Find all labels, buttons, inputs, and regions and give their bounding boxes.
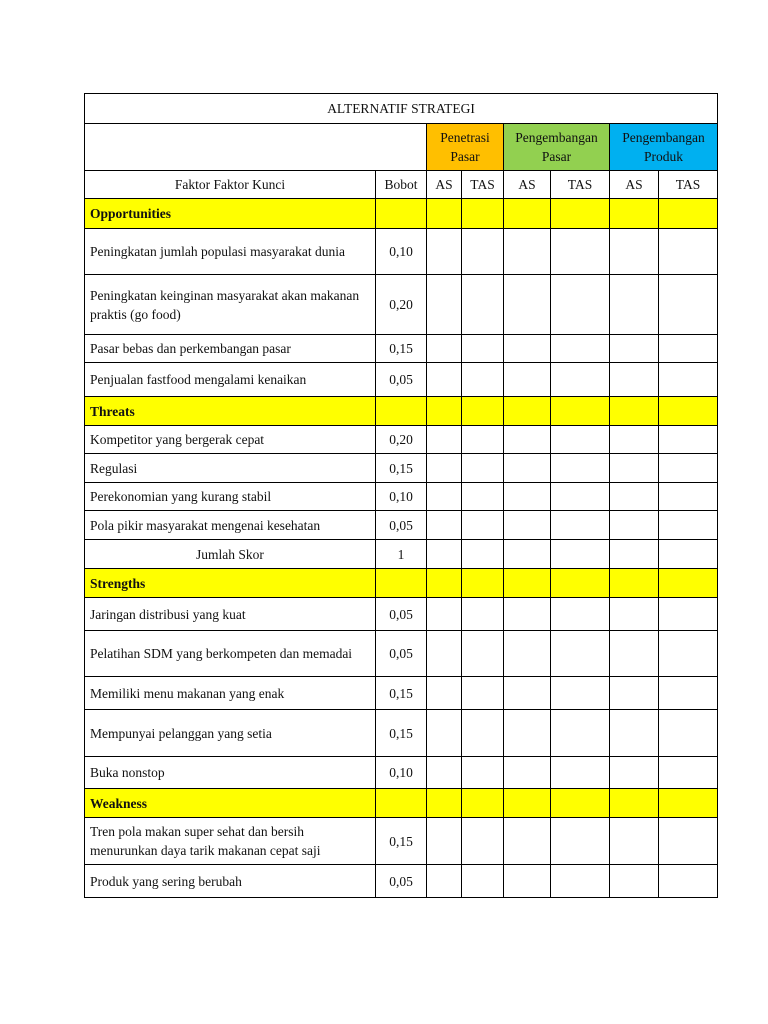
score-cell: [610, 397, 659, 426]
score-cell: [427, 789, 462, 818]
section-label-strengths: Strengths: [85, 569, 376, 598]
score-cell: [610, 789, 659, 818]
score-cell: [376, 789, 427, 818]
score-cell: [462, 363, 504, 397]
factor-cell: Pasar bebas dan perkembangan pasar: [85, 335, 376, 363]
score-cell: [376, 397, 427, 426]
score-cell: [659, 229, 718, 275]
score-cell: [504, 789, 551, 818]
score-cell: [462, 229, 504, 275]
section-row-strengths: [85, 569, 718, 598]
table-row: [85, 757, 718, 789]
score-cell: [427, 631, 462, 677]
table-row: [85, 335, 718, 363]
score-cell: [551, 229, 610, 275]
score-cell: [659, 426, 718, 454]
score-cell: [504, 426, 551, 454]
weight-cell: 0,15: [376, 818, 427, 865]
factor-cell: Produk yang sering berubah: [85, 865, 376, 898]
score-cell: [427, 677, 462, 710]
score-cell: [610, 454, 659, 483]
score-cell: [659, 275, 718, 335]
score-cell: [610, 540, 659, 569]
score-cell: [659, 540, 718, 569]
score-cell: [504, 598, 551, 631]
score-cell: [427, 397, 462, 426]
total-label: Jumlah Skor: [85, 540, 376, 569]
header-tas-1: TAS: [462, 171, 504, 199]
score-cell: [462, 569, 504, 598]
weight-cell: 0,15: [376, 335, 427, 363]
score-cell: [462, 454, 504, 483]
section-row-weakness: [85, 789, 718, 818]
score-cell: [551, 335, 610, 363]
score-cell: [659, 199, 718, 229]
score-cell: [504, 275, 551, 335]
score-cell: [504, 335, 551, 363]
table-row: [85, 710, 718, 757]
score-cell: [610, 483, 659, 511]
table-row: [85, 677, 718, 710]
strategy-pengembangan-produk: Pengembangan Produk: [610, 124, 718, 171]
header-factor: Faktor Faktor Kunci: [85, 171, 376, 199]
score-cell: [551, 540, 610, 569]
weight-cell: 0,15: [376, 710, 427, 757]
score-cell: [610, 275, 659, 335]
score-cell: [551, 677, 610, 710]
score-cell: [427, 598, 462, 631]
score-cell: [659, 569, 718, 598]
score-cell: [504, 454, 551, 483]
table-row: [85, 631, 718, 677]
score-cell: [551, 865, 610, 898]
weight-cell: 0,15: [376, 454, 427, 483]
score-cell: [659, 598, 718, 631]
score-cell: [659, 677, 718, 710]
table-row: [85, 229, 718, 275]
factor-cell: Mempunyai pelanggan yang setia: [85, 710, 376, 757]
factor-cell: Tren pola makan super sehat dan bersih menurunkan daya tarik makanan cepat saji: [85, 818, 376, 865]
score-cell: [551, 199, 610, 229]
factor-cell: Regulasi: [85, 454, 376, 483]
score-cell: [427, 335, 462, 363]
score-cell: [427, 757, 462, 789]
section-row-threats: [85, 397, 718, 426]
score-cell: [376, 569, 427, 598]
score-cell: [659, 710, 718, 757]
score-cell: [427, 275, 462, 335]
section-row-opportunities: [85, 199, 718, 229]
weight-cell: 0,05: [376, 865, 427, 898]
factor-cell: Kompetitor yang bergerak cepat: [85, 426, 376, 454]
table-row: [85, 454, 718, 483]
score-cell: [462, 710, 504, 757]
header-weight: Bobot: [376, 171, 427, 199]
score-cell: [462, 757, 504, 789]
score-cell: [504, 397, 551, 426]
factor-cell: Memiliki menu makanan yang enak: [85, 677, 376, 710]
score-cell: [462, 335, 504, 363]
header-blank: [85, 124, 427, 171]
score-cell: [551, 789, 610, 818]
score-cell: [610, 677, 659, 710]
strategy-pengembangan-pasar: Pengembangan Pasar: [504, 124, 610, 171]
score-cell: [610, 865, 659, 898]
header-tas-3: TAS: [659, 171, 718, 199]
weight-cell: 0,10: [376, 757, 427, 789]
score-cell: [504, 540, 551, 569]
score-cell: [610, 818, 659, 865]
score-cell: [659, 483, 718, 511]
score-cell: [427, 483, 462, 511]
score-cell: [427, 710, 462, 757]
score-cell: [659, 818, 718, 865]
table-row: [85, 363, 718, 397]
score-cell: [504, 199, 551, 229]
score-cell: [610, 426, 659, 454]
strategy-penetrasi-pasar: Penetrasi Pasar: [427, 124, 504, 171]
factor-cell: Pelatihan SDM yang berkompeten dan memadai: [85, 631, 376, 677]
score-cell: [427, 426, 462, 454]
score-cell: [551, 275, 610, 335]
factor-cell: Perekonomian yang kurang stabil: [85, 483, 376, 511]
score-cell: [462, 275, 504, 335]
score-cell: [427, 511, 462, 540]
score-cell: [610, 631, 659, 677]
score-cell: [551, 818, 610, 865]
score-cell: [504, 631, 551, 677]
header-as-1: AS: [427, 171, 462, 199]
score-cell: [462, 598, 504, 631]
score-cell: [610, 363, 659, 397]
score-cell: [610, 710, 659, 757]
weight-cell: 0,05: [376, 511, 427, 540]
weight-cell: 0,05: [376, 363, 427, 397]
score-cell: [551, 631, 610, 677]
score-cell: [462, 397, 504, 426]
score-cell: [504, 363, 551, 397]
score-cell: [659, 511, 718, 540]
score-cell: [462, 677, 504, 710]
score-cell: [427, 540, 462, 569]
score-cell: [551, 757, 610, 789]
weight-cell: 0,05: [376, 598, 427, 631]
score-cell: [551, 710, 610, 757]
factor-cell: Buka nonstop: [85, 757, 376, 789]
score-cell: [659, 397, 718, 426]
weight-cell: 0,05: [376, 631, 427, 677]
score-cell: [610, 229, 659, 275]
score-cell: [659, 631, 718, 677]
score-cell: [376, 199, 427, 229]
score-cell: [462, 789, 504, 818]
header-as-2: AS: [504, 171, 551, 199]
weight-cell: 0,10: [376, 483, 427, 511]
score-cell: [427, 363, 462, 397]
score-cell: [551, 483, 610, 511]
score-cell: [427, 865, 462, 898]
table-row: [85, 483, 718, 511]
score-cell: [659, 335, 718, 363]
table-row: [85, 598, 718, 631]
score-cell: [659, 865, 718, 898]
factor-cell: Jaringan distribusi yang kuat: [85, 598, 376, 631]
score-cell: [504, 710, 551, 757]
header-tas-2: TAS: [551, 171, 610, 199]
table-row: [85, 511, 718, 540]
score-cell: [462, 511, 504, 540]
score-cell: [427, 199, 462, 229]
score-cell: [610, 511, 659, 540]
factor-cell: Peningkatan keinginan masyarakat akan makanan praktis (go food): [85, 275, 376, 335]
score-cell: [659, 454, 718, 483]
section-label-weakness: Weakness: [85, 789, 376, 818]
score-cell: [462, 199, 504, 229]
score-cell: [551, 397, 610, 426]
score-cell: [551, 454, 610, 483]
header-as-3: AS: [610, 171, 659, 199]
score-cell: [427, 818, 462, 865]
score-cell: [610, 199, 659, 229]
total-weight: 1: [376, 540, 427, 569]
score-cell: [551, 511, 610, 540]
score-cell: [551, 569, 610, 598]
weight-cell: 0,15: [376, 677, 427, 710]
total-row: [85, 540, 718, 569]
score-cell: [610, 757, 659, 789]
score-cell: [610, 598, 659, 631]
table-row: [85, 818, 718, 865]
section-label-threats: Threats: [85, 397, 376, 426]
factor-cell: Penjualan fastfood mengalami kenaikan: [85, 363, 376, 397]
table-title: ALTERNATIF STRATEGI: [85, 94, 718, 124]
score-cell: [551, 598, 610, 631]
score-cell: [462, 631, 504, 677]
score-cell: [504, 818, 551, 865]
score-cell: [504, 229, 551, 275]
score-cell: [659, 789, 718, 818]
score-cell: [427, 229, 462, 275]
score-cell: [504, 757, 551, 789]
score-cell: [504, 677, 551, 710]
score-cell: [551, 426, 610, 454]
score-cell: [462, 818, 504, 865]
score-cell: [659, 363, 718, 397]
score-cell: [462, 540, 504, 569]
score-cell: [504, 865, 551, 898]
weight-cell: 0,10: [376, 229, 427, 275]
score-cell: [610, 569, 659, 598]
score-cell: [504, 483, 551, 511]
section-label-opportunities: Opportunities: [85, 199, 376, 229]
score-cell: [504, 569, 551, 598]
factor-cell: Pola pikir masyarakat mengenai kesehatan: [85, 511, 376, 540]
score-cell: [427, 454, 462, 483]
score-cell: [551, 363, 610, 397]
score-cell: [504, 511, 551, 540]
score-cell: [427, 569, 462, 598]
factor-cell: Peningkatan jumlah populasi masyarakat dunia: [85, 229, 376, 275]
weight-cell: 0,20: [376, 426, 427, 454]
table-row: [85, 275, 718, 335]
score-cell: [659, 757, 718, 789]
qspm-table: [84, 93, 718, 898]
score-cell: [462, 426, 504, 454]
table-row: [85, 426, 718, 454]
table-row: [85, 865, 718, 898]
score-cell: [462, 483, 504, 511]
score-cell: [462, 865, 504, 898]
score-cell: [610, 335, 659, 363]
weight-cell: 0,20: [376, 275, 427, 335]
